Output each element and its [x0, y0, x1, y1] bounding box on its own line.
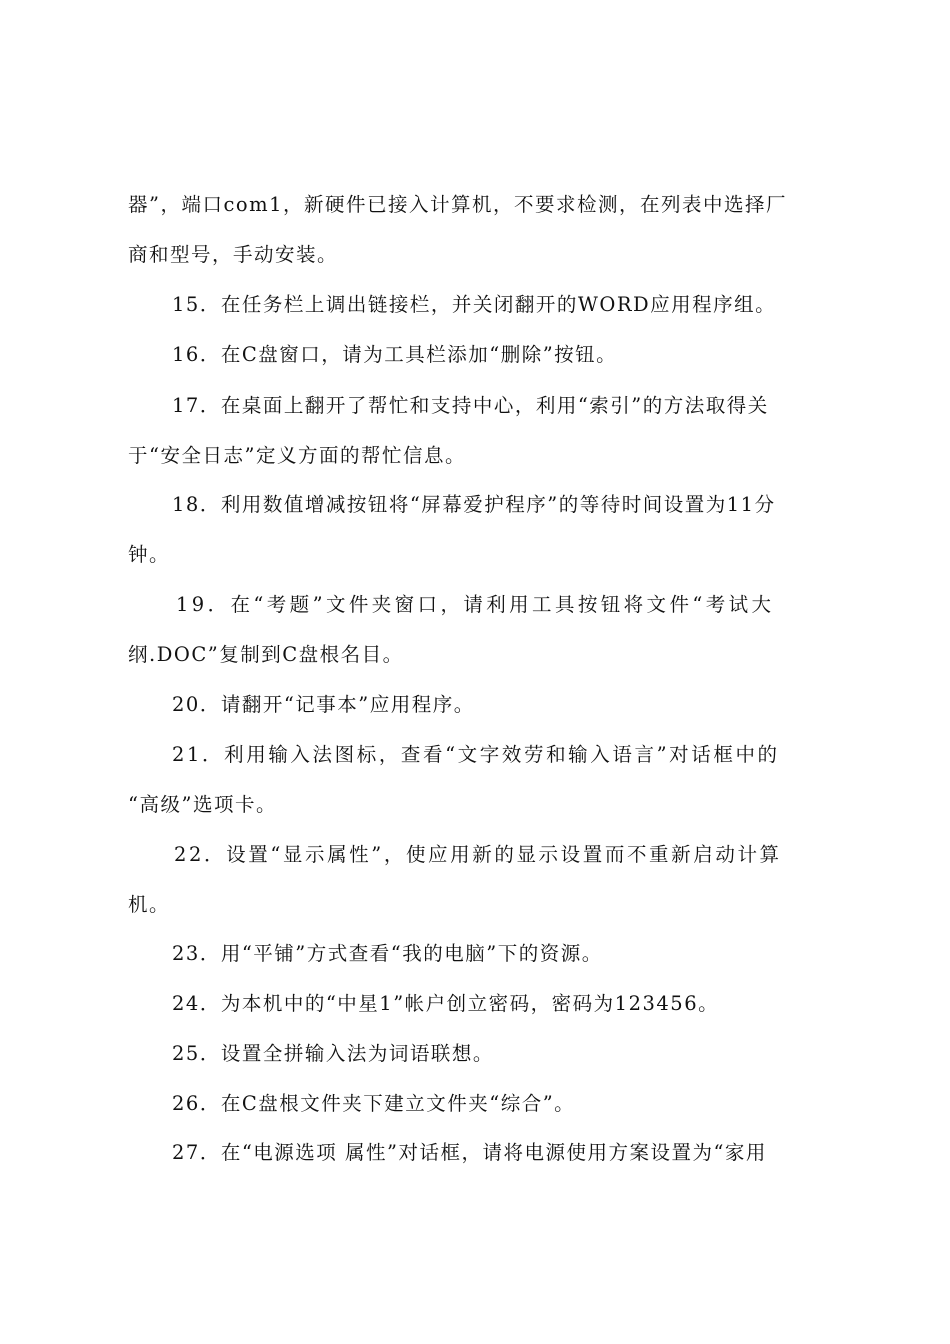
text-line: 22．设置“显示属性”，使应用新的显示设置而不重新启动计算	[174, 843, 782, 866]
text-line: 16．在C盘窗口，请为工具栏添加“删除”按钮。	[172, 343, 618, 366]
paragraph-26	[172, 1079, 877, 1129]
paragraph-15	[172, 280, 877, 330]
text-line: 19．在“考题”文件夹窗口，请利用工具按钮将文件“考试大	[176, 593, 775, 616]
paragraph-18	[128, 480, 833, 580]
paragraph-23	[172, 929, 877, 979]
text-line: 钟。	[128, 543, 171, 566]
paragraph-24	[172, 979, 877, 1029]
paragraph-21	[128, 730, 833, 830]
paragraph-17	[128, 381, 833, 481]
paragraph-14-continuation	[128, 180, 833, 280]
text-line: 商和型号，手动安装。	[128, 243, 339, 266]
paragraph-20	[172, 680, 877, 730]
text-line: 15．在任务栏上调出链接栏，并关闭翻开的WORD应用程序组。	[172, 293, 777, 316]
paragraph-25	[172, 1029, 877, 1079]
text-line: 21．利用输入法图标，查看“文字效劳和输入语言”对话框中的	[172, 743, 780, 766]
paragraph-16	[172, 330, 877, 380]
text-line: 17．在桌面上翻开了帮忙和支持中心，利用“索引”的方法取得关	[172, 394, 769, 417]
text-line: 26．在C盘根文件夹下建立文件夹“综合”。	[172, 1092, 576, 1115]
paragraph-19	[128, 580, 833, 680]
text-line: 24．为本机中的“中星1”帐户创立密码，密码为123456。	[172, 992, 720, 1015]
text-line: 25．设置全拼输入法为词语联想。	[172, 1042, 494, 1065]
text-line: 27．在“电源选项 属性”对话框，请将电源使用方案设置为“家用	[172, 1141, 767, 1164]
text-line: 机。	[128, 893, 171, 916]
text-line: 18．利用数值增减按钮将“屏幕爱护程序”的等待时间设置为11分	[172, 493, 776, 516]
paragraph-22	[128, 830, 833, 930]
text-line: 纲.DOC”复制到C盘根名目。	[128, 643, 404, 666]
text-line: 20．请翻开“记事本”应用程序。	[172, 693, 475, 716]
text-line: 23．用“平铺”方式查看“我的电脑”下的资源。	[172, 942, 603, 965]
text-line: 器”，端口com1，新硬件已接入计算机，不要求检测，在列表中选择厂	[128, 193, 788, 216]
text-line: “高级”选项卡。	[128, 793, 277, 816]
text-line: 于“安全日志”定义方面的帮忙信息。	[128, 444, 466, 467]
paragraph-27	[172, 1128, 877, 1178]
